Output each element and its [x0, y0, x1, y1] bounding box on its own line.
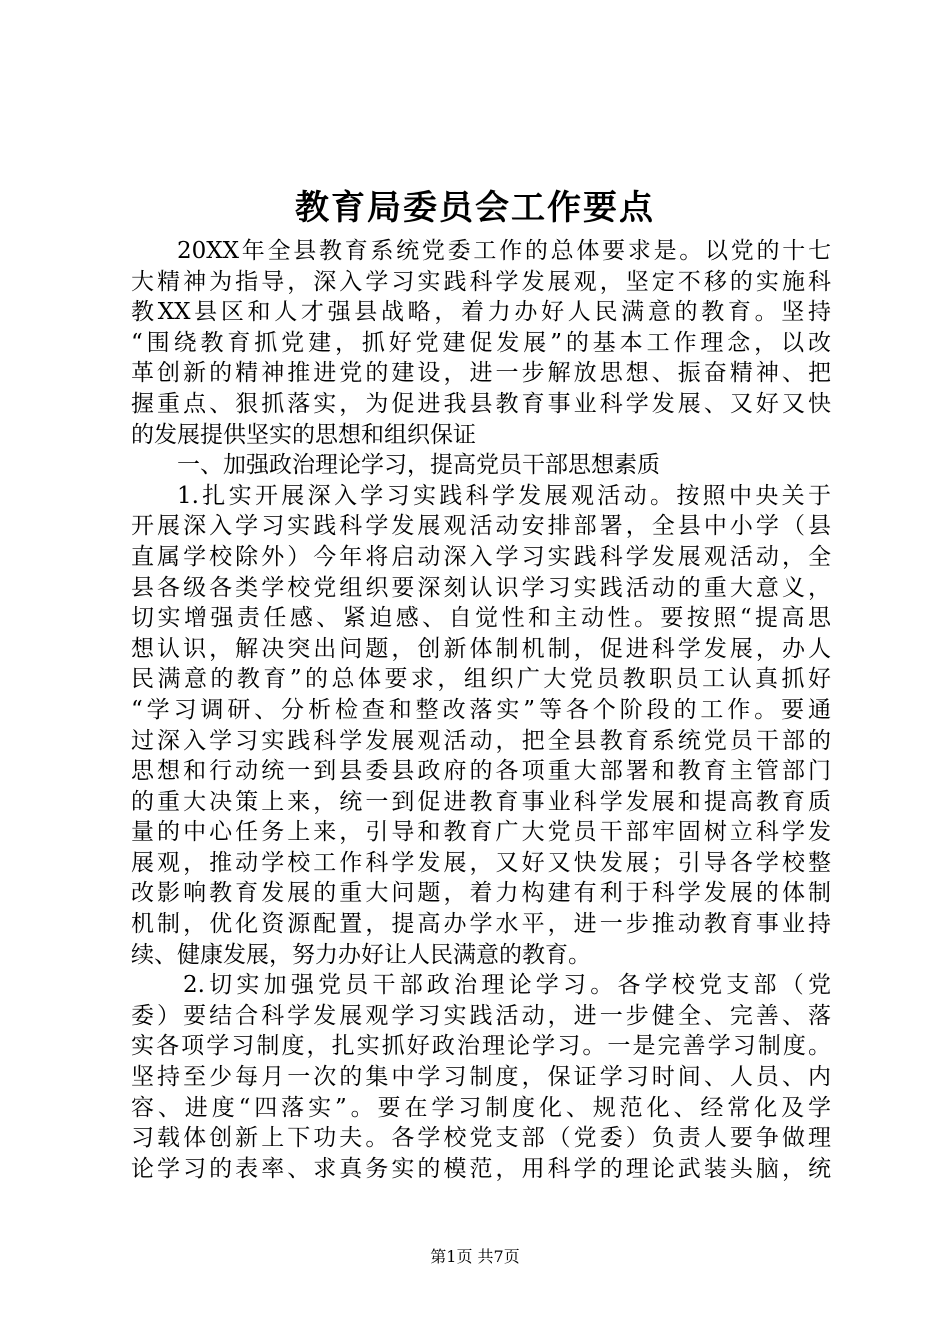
paragraph-line: 大精神为指导，深入学习实践科学发展观，坚定不移的实施科 [131, 268, 831, 295]
paragraph-line: 握重点、狠抓落实，为促进我县教育事业科学发展、又好又快 [131, 390, 831, 417]
paragraph-line: 的发展提供坚实的思想和组织保证 [131, 421, 476, 448]
paragraph-line: 续、健康发展，努力办好让人民满意的教育。 [131, 941, 591, 968]
paragraph-line: 20XX年全县教育系统党委工作的总体要求是。以党的十七 [177, 238, 831, 264]
paragraph-line: 2.切实加强党员干部政治理论学习。各学校党支部（党 [183, 972, 831, 999]
paragraph-line: 过深入学习实践科学发展观活动，把全县教育系统党员干部的 [131, 727, 831, 754]
paragraph-line: 展观，推动学校工作科学发展，又好又快发展；引导各学校整 [131, 849, 831, 876]
paragraph-line: 容、进度“四落实”。要在学习制度化、规范化、经常化及学 [131, 1094, 831, 1121]
paragraph-line: 开展深入学习实践科学发展观活动安排部署，全县中小学（县 [131, 513, 831, 540]
paragraph-line: 教XX县区和人才强县战略，着力办好人民满意的教育。坚持 [131, 299, 831, 326]
paragraph-line: 量的中心任务上来，引导和教育广大党员干部牢固树立科学发 [131, 819, 831, 846]
paragraph-line: 直属学校除外）今年将启动深入学习实践科学发展观活动，全 [131, 543, 831, 570]
paragraph-line: 县各级各类学校党组织要深刻认识学习实践活动的重大意义， [131, 574, 831, 601]
paragraph-line: 的重大决策上来，统一到促进教育事业科学发展和提高教育质 [131, 788, 831, 815]
paragraph-line: 委）要结合科学发展观学习实践活动，进一步健全、完善、落 [131, 1002, 831, 1029]
paragraph-line: 论学习的表率、求真务实的模范，用科学的理论武装头脑，统 [131, 1155, 831, 1182]
paragraph-line: 改影响教育发展的重大问题，着力构建有利于科学发展的体制 [131, 880, 831, 907]
paragraph-line: 想认识，解决突出问题，创新体制机制，促进科学发展，办人 [131, 635, 831, 662]
paragraph-line: 切实增强责任感、紧迫感、自觉性和主动性。要按照“提高思 [131, 605, 831, 632]
paragraph-line: 机制，优化资源配置，提高办学水平，进一步推动教育事业持 [131, 911, 831, 938]
paragraph-line: 1.扎实开展深入学习实践科学发展观活动。按照中央关于 [177, 482, 831, 509]
paragraph-line: 民满意的教育”的总体要求，组织广大党员教职员工认真抓好 [131, 666, 831, 693]
paragraph-line: 思想和行动统一到县委县政府的各项重大部署和教育主管部门 [131, 758, 831, 785]
document-body [131, 236, 831, 1184]
paragraph-line: “围绕教育抓党建，抓好党建促发展”的基本工作理念，以改 [131, 329, 831, 356]
paragraph-line: 坚持至少每月一次的集中学习制度，保证学习时间、人员、内 [131, 1064, 831, 1091]
section-heading: 一、加强政治理论学习，提高党员干部思想素质 [177, 452, 660, 479]
paragraph-line: “学习调研、分析检查和整改落实”等各个阶段的工作。要通 [131, 696, 831, 723]
paragraph-line: 习载体创新上下功夫。各学校党支部（党委）负责人要争做理 [131, 1125, 831, 1152]
paragraph-line: 实各项学习制度，扎实抓好政治理论学习。一是完善学习制度。 [131, 1033, 831, 1060]
page-footer: 第1页 共7页 [430, 1247, 520, 1266]
document-title: 教育局委员会工作要点 [295, 188, 655, 228]
paragraph-line: 革创新的精神推进党的建设，进一步解放思想、振奋精神、把 [131, 360, 831, 387]
